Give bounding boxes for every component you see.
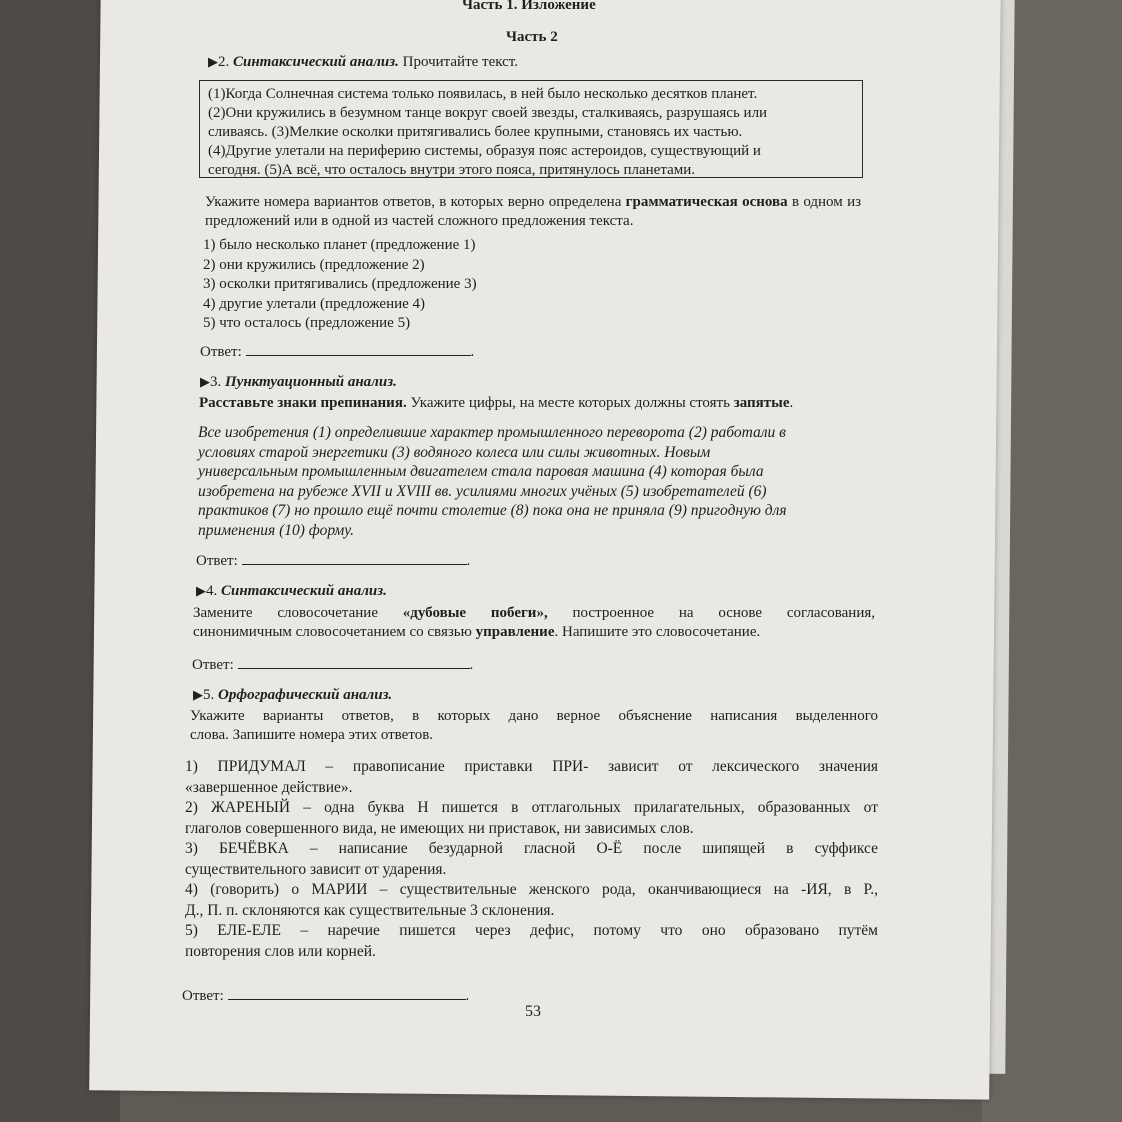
task2-question-text: в одном из предложений или в одной из частей сложного предложения текста. [205,194,862,229]
task5-option-line: 4) (говорить) о МАРИИ – существительные женского рода, оканчивающиеся на -ИЯ, в Р., [185,881,878,898]
task4-heading [196,583,387,600]
answer-label: Ответ: [196,553,238,569]
task5-heading [193,687,392,704]
task5-title: Орфографический анализ. [218,687,393,703]
option-item: 4) другие улетали (предложение 4) [203,295,426,312]
task4-answer: Ответ: . [192,654,473,674]
task4-number: 4. [206,583,218,599]
task2-question-bold: основа [742,194,788,210]
task5-instruction [190,707,878,745]
task2-question-bold: грамматическая [625,194,738,210]
task3-text-line: изобретена на рубеже XVII и XVIII вв. усилиями многих учёных (5) изобретателей (6) [198,482,767,500]
triangle-marker-icon: ▶ [200,374,210,389]
task5-options [185,757,878,962]
task3-instruction-bold: запятые [733,395,790,411]
task2-text-line: (4)Другие улетали на периферию системы, образуя пояс астероидов, существующий и [208,143,761,159]
task4-title: Синтаксический анализ. [221,583,387,599]
task3-text-line: универсальным промышленным двигателем стала паровая машина (4) которая была [198,463,764,480]
task2-instruction: Прочитайте текст. [402,54,518,70]
task5-option-line: «завершенное действие». [185,778,353,796]
triangle-marker-icon: ▶ [208,54,218,69]
task2-text-line: сливаясь. (3)Мелкие осколки притягивались более крупными, становясь их частью. [208,124,743,140]
task4-bold: управление [475,624,555,640]
task5-option-line: глаголов совершенного вида, не имеющих ни приставок, ни зависимых слов. [185,819,694,837]
task2-text-line: (2)Они кружились в безумном танце вокруг своей звезды, сталкиваясь, разрушаясь или [208,105,768,121]
task3-instruction-text: Укажите цифры, на месте которых должны стоять [410,395,730,411]
task5-option-line: 3) БЕЧЁВКА – написание безударной гласной О-Ё после шипящей в суффиксе [185,840,878,857]
task3-instruction: Расставьте знаки препинания. Укажите цифры, на месте которых должны стоять запятые. [199,395,794,411]
answer-label: Ответ: [200,344,242,360]
task2-heading [208,54,518,71]
task4-text: Замените словосочетание [193,605,378,621]
task3-text-line: условиях старой энергетики (3) водяного колеса или силы животных. Новым [198,443,711,461]
part-title: Часть 1. Изложение [462,0,596,13]
task4-text: . Напишите это словосочетание. [554,624,761,640]
task2-number: 2. [218,54,230,70]
task3-instruction-bold: Расставьте знаки препинания. [199,395,407,411]
task5-option-line: 2) ЖАРЕНЫЙ – одна буква Н пишется в отглагольных прилагательных, образованных от [185,799,878,816]
option-item: 5) что осталось (предложение 5) [203,315,411,331]
task5-instruction-line: слова. Запишите номера этих ответов. [190,727,434,743]
task5-number: 5. [203,687,215,703]
task2-options [203,236,477,334]
task5-option-line: Д., П. п. склоняются как существительные 3 склонения. [185,901,555,919]
task4-text: синонимичным словосочетанием со связью [193,624,472,640]
option-item: 3) осколки притягивались (предложение 3) [203,276,477,292]
task3-text-line: практиков (7) но прошло ещё почти столетие (8) пока она не приняла (9) пригодную для [198,502,787,519]
answer-label: Ответ: [192,657,234,673]
answer-line[interactable] [246,341,471,356]
task5-option-line: 5) ЕЛЕ-ЕЛЕ – наречие пишется через дефис, потому что оно образовано путём [185,922,878,939]
task4-text: построенное на основе согласования, [572,605,875,621]
task3-heading [200,374,397,391]
task2-question [205,193,861,231]
task2-question-text: Укажите номера вариантов ответов, в которых верно определена [205,194,622,210]
task2-text-line: сегодня. (5)А всё, что осталось внутри этого пояса, притянулось планетами. [208,162,696,178]
option-item: 1) было несколько планет (предложение 1) [203,237,476,253]
task2-text-line: (1)Когда Солнечная система только появилась, в ней было несколько десятков планет. [208,86,758,102]
task3-answer: Ответ: . [196,550,470,570]
task3-text-line: Все изобретения (1) определившие характер промышленного переворота (2) работали в [198,424,786,441]
task5-instruction-line: Укажите варианты ответов, в которых дано верное объяснение написания выделенного [190,708,878,724]
task3-text [198,423,872,540]
answer-label: Ответ: [182,988,224,1004]
page-number: 53 [525,1003,541,1020]
triangle-marker-icon: ▶ [196,583,206,598]
task5-answer: Ответ: . [182,985,469,1005]
answer-line[interactable] [238,654,470,669]
task3-title: Пунктуационный анализ. [225,374,397,390]
part2-title: Часть 2 [506,29,558,45]
option-item: 2) они кружились (предложение 2) [203,256,425,273]
task4-phrase-bold: «дубовые побеги», [402,605,548,621]
task5-option-line: 1) ПРИДУМАЛ – правописание приставки ПРИ- зависит от лексического значения [185,758,878,775]
task5-option-line: существительного зависит от ударения. [185,860,447,878]
task3-number: 3. [210,374,222,390]
task3-text-line: применения (10) форму. [198,521,355,539]
answer-line[interactable] [228,985,466,1000]
task5-option-line: повторения слов или корней. [185,942,376,960]
task2-title: Синтаксический анализ. [233,54,399,70]
task2-answer: Ответ: . [200,341,474,361]
task4-body [193,604,875,642]
triangle-marker-icon: ▶ [193,687,203,702]
task2-text-box [199,80,863,178]
answer-line[interactable] [242,550,467,565]
